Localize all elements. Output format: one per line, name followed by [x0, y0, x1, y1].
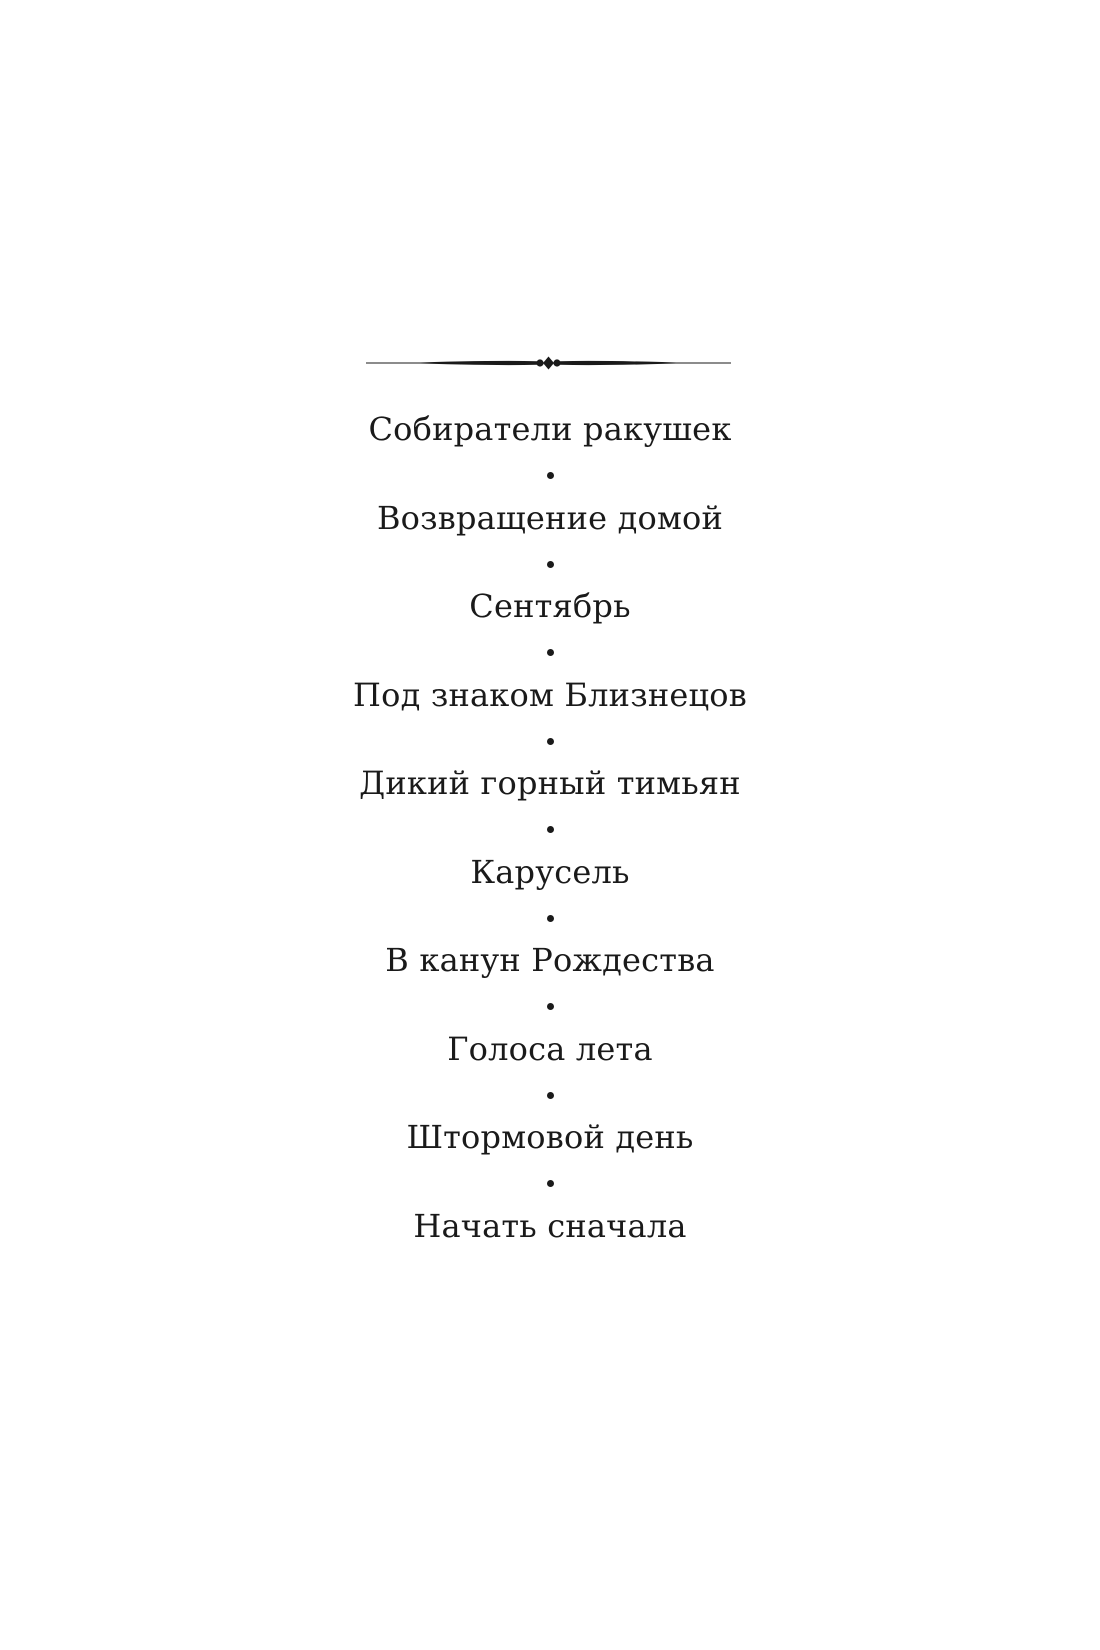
bullet-separator-icon: [547, 915, 554, 922]
divider-ornament-icon: [366, 355, 731, 371]
toc-item: [0, 493, 1100, 582]
toc-title[interactable]: Штормовой день: [406, 1118, 694, 1156]
toc-item: [0, 581, 1100, 670]
toc-title[interactable]: Начать сначала: [413, 1206, 687, 1245]
toc-item: [0, 1024, 1100, 1113]
toc-title[interactable]: Дикий горный тимьян: [359, 764, 741, 802]
table-of-contents: [0, 404, 1100, 1289]
toc-title[interactable]: В канун Рождества: [385, 941, 715, 979]
toc-title[interactable]: Карусель: [470, 852, 630, 891]
toc-item: [0, 404, 1100, 493]
bullet-separator-icon: [547, 561, 554, 568]
toc-item: [0, 670, 1100, 759]
toc-item: [0, 935, 1100, 1024]
toc-item: [0, 847, 1100, 936]
bullet-separator-icon: [547, 826, 554, 833]
bullet-separator-icon: [547, 738, 554, 745]
toc-title[interactable]: Сентябрь: [469, 587, 631, 625]
bullet-separator-icon: [547, 1092, 554, 1099]
toc-title[interactable]: Возвращение домой: [376, 498, 724, 537]
bullet-separator-icon: [547, 1003, 554, 1010]
bullet-separator-icon: [547, 472, 554, 479]
toc-item: [0, 758, 1100, 847]
bullet-separator-icon: [547, 1180, 554, 1187]
toc-title[interactable]: Голоса лета: [447, 1029, 653, 1068]
toc-item: [0, 1201, 1100, 1290]
toc-item: [0, 1112, 1100, 1201]
toc-title[interactable]: Собиратели ракушек: [368, 410, 732, 448]
bullet-separator-icon: [547, 649, 554, 656]
toc-title[interactable]: Под знаком Близнецов: [353, 675, 747, 714]
